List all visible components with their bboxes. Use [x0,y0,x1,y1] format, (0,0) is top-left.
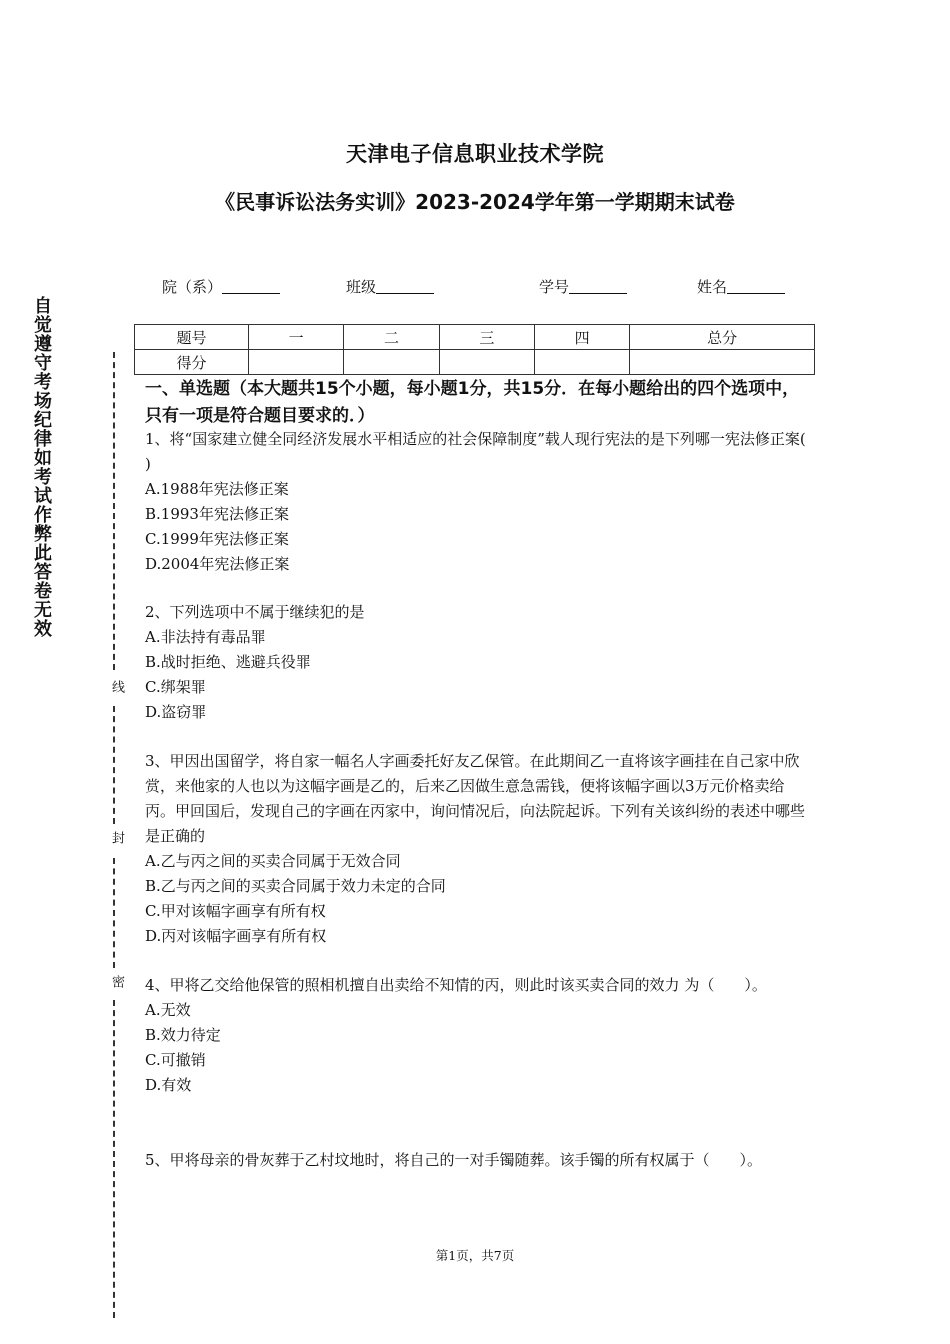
option-c[interactable]: C.可撤销 [145,1051,206,1069]
class-label: 班级 [346,278,377,296]
header-cell: 四 [534,325,629,350]
binding-dashed-line [113,1000,115,1318]
section-heading: 一、单选题（本大题共15个小题，每小题1分，共15分．在每小题给出的四个选项中，只有一项是符合题目要求的．） [145,379,800,426]
question-5 [145,1148,813,1173]
option-d[interactable]: D.2004年宪法修正案 [145,555,290,573]
name-field[interactable] [697,276,785,297]
option-c[interactable]: C.绑架罪 [145,678,206,696]
student-id-label: 学号 [539,278,570,296]
score-cell[interactable] [249,350,344,375]
score-cell[interactable] [439,350,534,375]
student-id-blank[interactable] [569,278,627,294]
option-b[interactable]: B.战时拒绝、逃避兵役罪 [145,653,311,671]
row-label-question-no: 题号 [135,325,249,350]
binding-label-line: 线 [109,680,124,693]
header-cell: 三 [439,325,534,350]
binding-label-seal: 封 [109,831,124,844]
exam-discipline-notice: 自觉遵守考场纪律如考试作弊此答卷无效 [31,296,52,638]
class-field[interactable] [346,276,434,297]
dept-field[interactable] [162,276,280,297]
page-number: 第1页，共7页 [435,1248,515,1263]
question-stem: 1、将“国家建立健全同经济发展水平相适应的社会保障制度”载人现行宪法的是下列哪一宪法修正案( ) [145,430,806,473]
dept-label: 院（系） [162,278,223,296]
question-1 [145,427,813,577]
exam-title: 《民事诉讼法务实训》2023-2024学年第一学期期末试卷 [215,190,735,214]
option-a[interactable]: A.无效 [145,1001,191,1019]
question-3 [145,749,813,949]
question-stem: 3、甲因出国留学，将自家一幅名人字画委托好友乙保管。在此期间乙一直将该字画挂在自己家中欣赏，来他家的人也以为这幅字画是乙的，后来乙因做生意急需钱，便将该幅字画以3万元价格卖给丙。甲回国后，发现自己的字画在丙家中，询问情况后，向法院起诉。下列有关该纠纷的表述中哪些是正确的 [145,752,806,845]
binding-label-secret: 密 [109,975,124,988]
option-b[interactable]: B.效力待定 [145,1026,221,1044]
option-a[interactable]: A.非法持有毒品罪 [145,628,266,646]
question-stem: 2、下列选项中不属于继续犯的是 [145,603,365,621]
option-b[interactable]: B.1993年宪法修正案 [145,505,289,523]
binding-dashed-line [113,352,115,670]
school-name: 天津电子信息职业技术学院 [346,142,604,166]
option-b[interactable]: B.乙与丙之间的买卖合同属于效力未定的合同 [145,877,446,895]
score-cell[interactable] [344,350,439,375]
header-cell: 一 [249,325,344,350]
score-cell[interactable] [534,350,629,375]
score-table [134,324,815,375]
option-d[interactable]: D.盗窃罪 [145,703,207,721]
question-stem: 5、甲将母亲的骨灰葬于乙村坟地时，将自己的一对手镯随葬。该手镯的所有权属于（ ）。 [145,1151,763,1169]
score-cell-total[interactable] [630,350,815,375]
question-stem: 4、甲将乙交给他保管的照相机擅自出卖给不知情的丙，则此时该买卖合同的效力 为（ ）。 [145,976,767,994]
option-d[interactable]: D.丙对该幅字画享有所有权 [145,927,327,945]
class-blank[interactable] [376,278,434,294]
name-blank[interactable] [727,278,785,294]
row-label-score: 得分 [135,350,249,375]
score-table-score-row [135,350,815,375]
binding-dashed-line [113,706,115,824]
name-label: 姓名 [697,278,728,296]
option-a[interactable]: A.乙与丙之间的买卖合同属于无效合同 [145,852,401,870]
option-d[interactable]: D.有效 [145,1076,192,1094]
header-cell-total: 总分 [630,325,815,350]
option-c[interactable]: C.甲对该幅字画享有所有权 [145,902,326,920]
binding-dashed-line [113,858,115,968]
header-cell: 二 [344,325,439,350]
dept-blank[interactable] [222,278,280,294]
question-4 [145,973,813,1098]
option-a[interactable]: A.1988年宪法修正案 [145,480,289,498]
option-c[interactable]: C.1999年宪法修正案 [145,530,289,548]
score-table-header-row [135,325,815,350]
student-id-field[interactable] [539,276,627,297]
question-2 [145,600,813,725]
